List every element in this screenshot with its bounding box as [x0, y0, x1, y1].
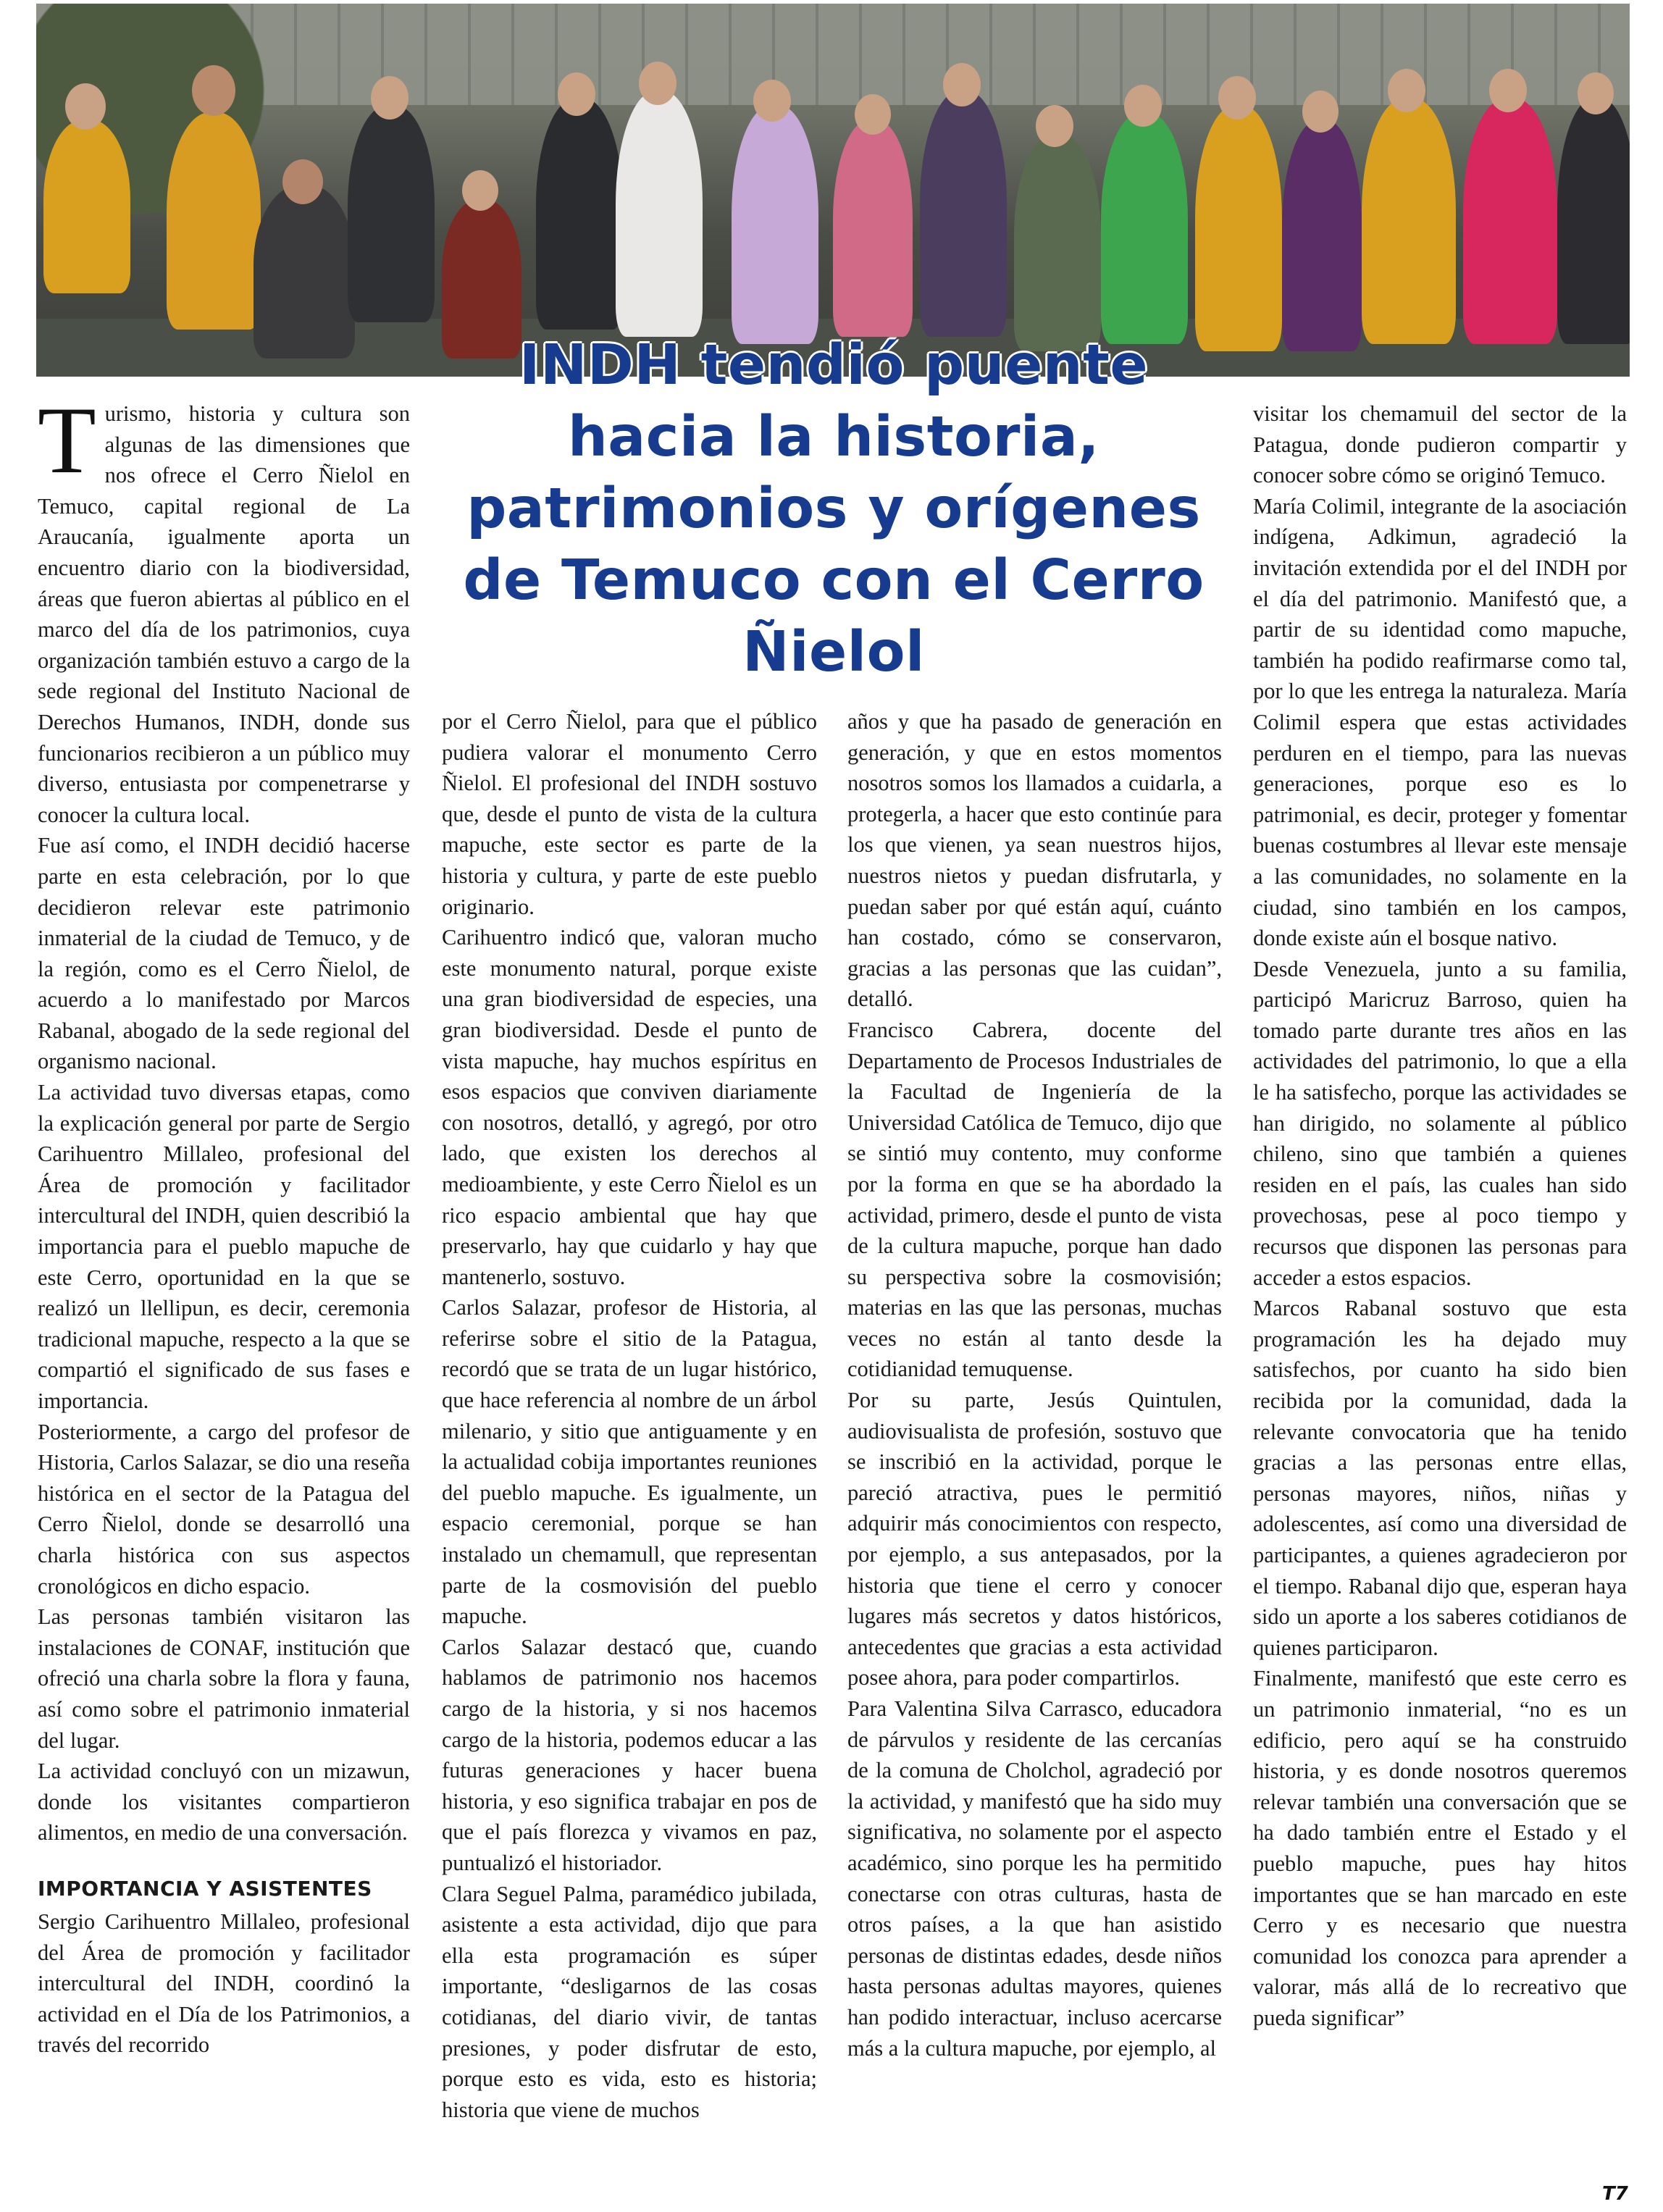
paragraph: Finalmente, manifestó que este cerro es un patrimonio inmaterial, “no es un edificio, pero aquí se ha construido historia, y es donde nosotros queremos relevar también una conversación que se ha dado también entre el Estado y el pueblo mapuche, pues hay hitos importantes que se han marcado en este Cerro y es necesario que nuestra comunidad los conozca para aprender a valorar, más allá de lo recreativo que pueda significar”: [1253, 1666, 1627, 2030]
column-3: [847, 706, 1222, 2064]
paragraph: años y que ha pasado de generación en generación, y que en estos momentos nosotros somos los llamados a cuidarla, a protegerla, a hacer que esto continúe para los que vienen, ya sean nuestros hijos, nuestros nietos y puedan disfrutarla, y puedan saber por qué están aquí, cuánto han costado, cómo se conservaron, gracias a las personas que las cuidan”, detalló.: [847, 709, 1222, 1012]
paragraph-text: urismo, historia y cultura son algunas de las dimensiones que nos ofrece el Cerro Ñielol en Temuco, capital regional de La Araucanía, igualmente aporta un encuentro diario con la biodiversidad, áreas que fueron abiertas al público en el marco del día de los patrimonios, cuya organización también estuvo a cargo de la sede regional del Instituto Nacional de Derechos Humanos, INDH, donde sus funcionarios recibieron a un público muy diverso, entusiasta por compenetrarse y conocer la cultura local.: [38, 401, 410, 827]
paragraph: La actividad tuvo diversas etapas, como la explicación general por parte de Sergio Carihuentro Millaleo, profesional del Área de promoción y facilitador intercultural del INDH, quien describió la importancia para el pueblo mapuche de este Cerro, oportunidad en la que se realizó un llellipun, es decir, ceremonia tradicional mapuche, respecto a la que se compartió el significado de sus fases e importancia.: [38, 1080, 410, 1413]
group-photo: [36, 4, 1630, 377]
section-subheading: IMPORTANCIA Y ASISTENTES: [38, 1876, 372, 1901]
headline: INDH tendió puente hacia la historia, patrimonios y orígenes de Temuco con el Cerro Ñielol: [463, 333, 1205, 684]
paragraph: Fue así como, el INDH decidió hacerse parte en esta celebración, por lo que decidieron relevar este patrimonio inmaterial de la ciudad de Temuco, y de la región, como es el Cerro Ñielol, de acuerdo a lo manifestado por Marcos Rabanal, abogado de la sede regional del organismo nacional.: [38, 833, 410, 1074]
paragraph: Marcos Rabanal sostuvo que esta programación les ha dejado muy satisfechos, por cuanto ha sido bien recibida por la comunidad, dada la relevante convocatoria que ha tenido gracias a las personas entre ellas, personas mayores, niños, niñas y adolescentes, así como una diversidad de participantes, a quienes agradecieron por el tiempo. Rabanal dijo que, esperan haya sido un aporte a los saberes cotidianos de quienes participaron.: [1253, 1296, 1627, 1660]
paragraph: Carlos Salazar destacó que, cuando hablamos de patrimonio nos hacemos cargo de la historia, y si nos hacemos cargo de la historia, podemos educar a las futuras generaciones y hacer buena historia, y eso significa trabajar en pos de que el país florezca y vivamos en paz, puntualizó el historiador.: [442, 1634, 817, 1875]
paragraph: Posteriormente, a cargo del profesor de Historia, Carlos Salazar, se dio una reseña histórica en el sector de la Patagua del Cerro Ñielol, donde se desarrolló una charla histórica con sus aspectos cronológicos en dicho espacio.: [38, 1419, 410, 1599]
paragraph: Para Valentina Silva Carrasco, educadora de párvulos y residente de las cercanías de la comuna de Cholchol, agradeció por la actividad, y manifestó que ha sido muy significativa, no solamente por el aspecto académico, sino porque les ha permitido conectarse con otras culturas, hasta de otros países, a la que han asistido personas de distintas edades, desde niños hasta personas adultas mayores, quienes han podido interactuar, incluso acercarse más a la cultura mapuche, por ejemplo, al: [847, 1696, 1222, 2061]
paragraph: [38, 387, 410, 830]
paragraph: por el Cerro Ñielol, para que el público pudiera valorar el monumento Cerro Ñielol. El profesional del INDH sostuvo que, desde el punto de vista de la cultura mapuche, este sector es parte de la historia y cultura, y parte de este pueblo originario.: [442, 709, 817, 919]
publication-logo: T7: [1602, 2183, 1628, 2205]
paragraph: Carihuentro indicó que, valoran mucho este monumento natural, porque existe una gran biodiversidad de especies, una gran biodiversidad. Desde el punto de vista mapuche, hay muchos espíritus en esos espacios que conviven diariamente con nosotros, detalló, y agregó, por otro lado, que existen los derechos al medioambiente, y este Cerro Ñielol es un rico espacio ambiental que hay que preservarlo, hay que cuidarlo y hay que mantenerlo, sostuvo.: [442, 925, 817, 1289]
column-2: [442, 706, 817, 2125]
paragraph: Clara Seguel Palma, paramédico jubilada, asistente a esta actividad, dijo que para ella esta programación es súper importante, “desligarnos de las cosas cotidianas, del diario vivir, de tantas presiones, y poder disfrutar de esto, porque esto es vida, esto es historia; historia que viene de muchos: [442, 1881, 817, 2122]
paragraph: Por su parte, Jesús Quintulen, audiovisualista de profesión, sostuvo que se inscribió en la actividad, porque le pareció atractiva, pues le permitió adquirir más conocimientos con respecto, por ejemplo, a sus antepasados, por la historia que tiene el cerro y conocer lugares más secretos y datos históricos, antecedentes que gracias a esta actividad posee ahora, para poder compartirlos.: [847, 1388, 1222, 1691]
paragraph: Sergio Carihuentro Millaleo, profesional del Área de promoción y facilitador intercultural del INDH, coordinó la actividad en el Día de los Patrimonios, a través del recorrido: [38, 1909, 410, 2058]
paragraph: visitar los chemamuil del sector de la Patagua, donde pudieron compartir y conocer sobre cómo se originó Temuco.: [1253, 401, 1627, 488]
paragraph: Francisco Cabrera, docente del Departamento de Procesos Industriales de la Facultad de Ingeniería de la Universidad Católica de Temuco, dijo que se sintió muy contento, muy conforme por la forma en que se ha abordado la actividad, primero, desde el punto de vista de la cultura mapuche, porque han dado su perspectiva sobre la cosmovisión; materias en las que las personas, muchas veces no están al tanto desde la cotidianidad temuquense.: [847, 1017, 1222, 1382]
paragraph: Carlos Salazar, profesor de Historia, al referirse sobre el sitio de la Patagua, recordó que se trata de un lugar histórico, que hace referencia al nombre de un árbol milenario, y sitio que antiguamente y en la actualidad cobija importantes reuniones del pueblo mapuche. Es igualmente, un espacio ceremonial, porque se han instalado un chemamull, que representan parte de la cosmovisión del pueblo mapuche.: [442, 1295, 817, 1629]
dropcap: T: [38, 387, 96, 493]
paragraph: María Colimil, integrante de la asociación indígena, Adkimun, agradeció la invitación extendida por el del INDH por el día del patrimonio. Manifestó que, a partir de su identidad como mapuche, también ha podido reafirmarse como tal, por lo que les entrega la naturaleza. María Colimil espera que estas actividades perduren en el tiempo, para las nuevas generaciones, porque eso es lo patrimonial, es decir, proteger y fomentar buenas costumbres al llevar este mensaje a las comunidades, no solamente en la ciudad, sino también en los campos, donde existe aún el bosque nativo.: [1253, 493, 1627, 951]
column-1: [38, 387, 410, 2061]
paragraph: La actividad concluyó con un mizawun, donde los visitantes compartieron alimentos, en medio de una conversación.: [38, 1759, 410, 1846]
paragraph: Desde Venezuela, junto a su familia, participó Maricruz Barroso, quien ha tomado parte durante tres años en las actividades del patrimonio, lo que a ella le ha satisfecho, porque las actividades se han dirigido, no solamente al público chileno, sino que también a quienes residen en el país, las cuales han sido provechosas, pese al poco tiempo y recursos que disponen las personas para acceder a estos espacios.: [1253, 956, 1627, 1290]
column-4: [1253, 398, 1627, 2033]
paragraph: Las personas también visitaron las instalaciones de CONAF, institución que ofreció una charla sobre la flora y fauna, así como sobre el patrimonio inmaterial del lugar.: [38, 1604, 410, 1753]
